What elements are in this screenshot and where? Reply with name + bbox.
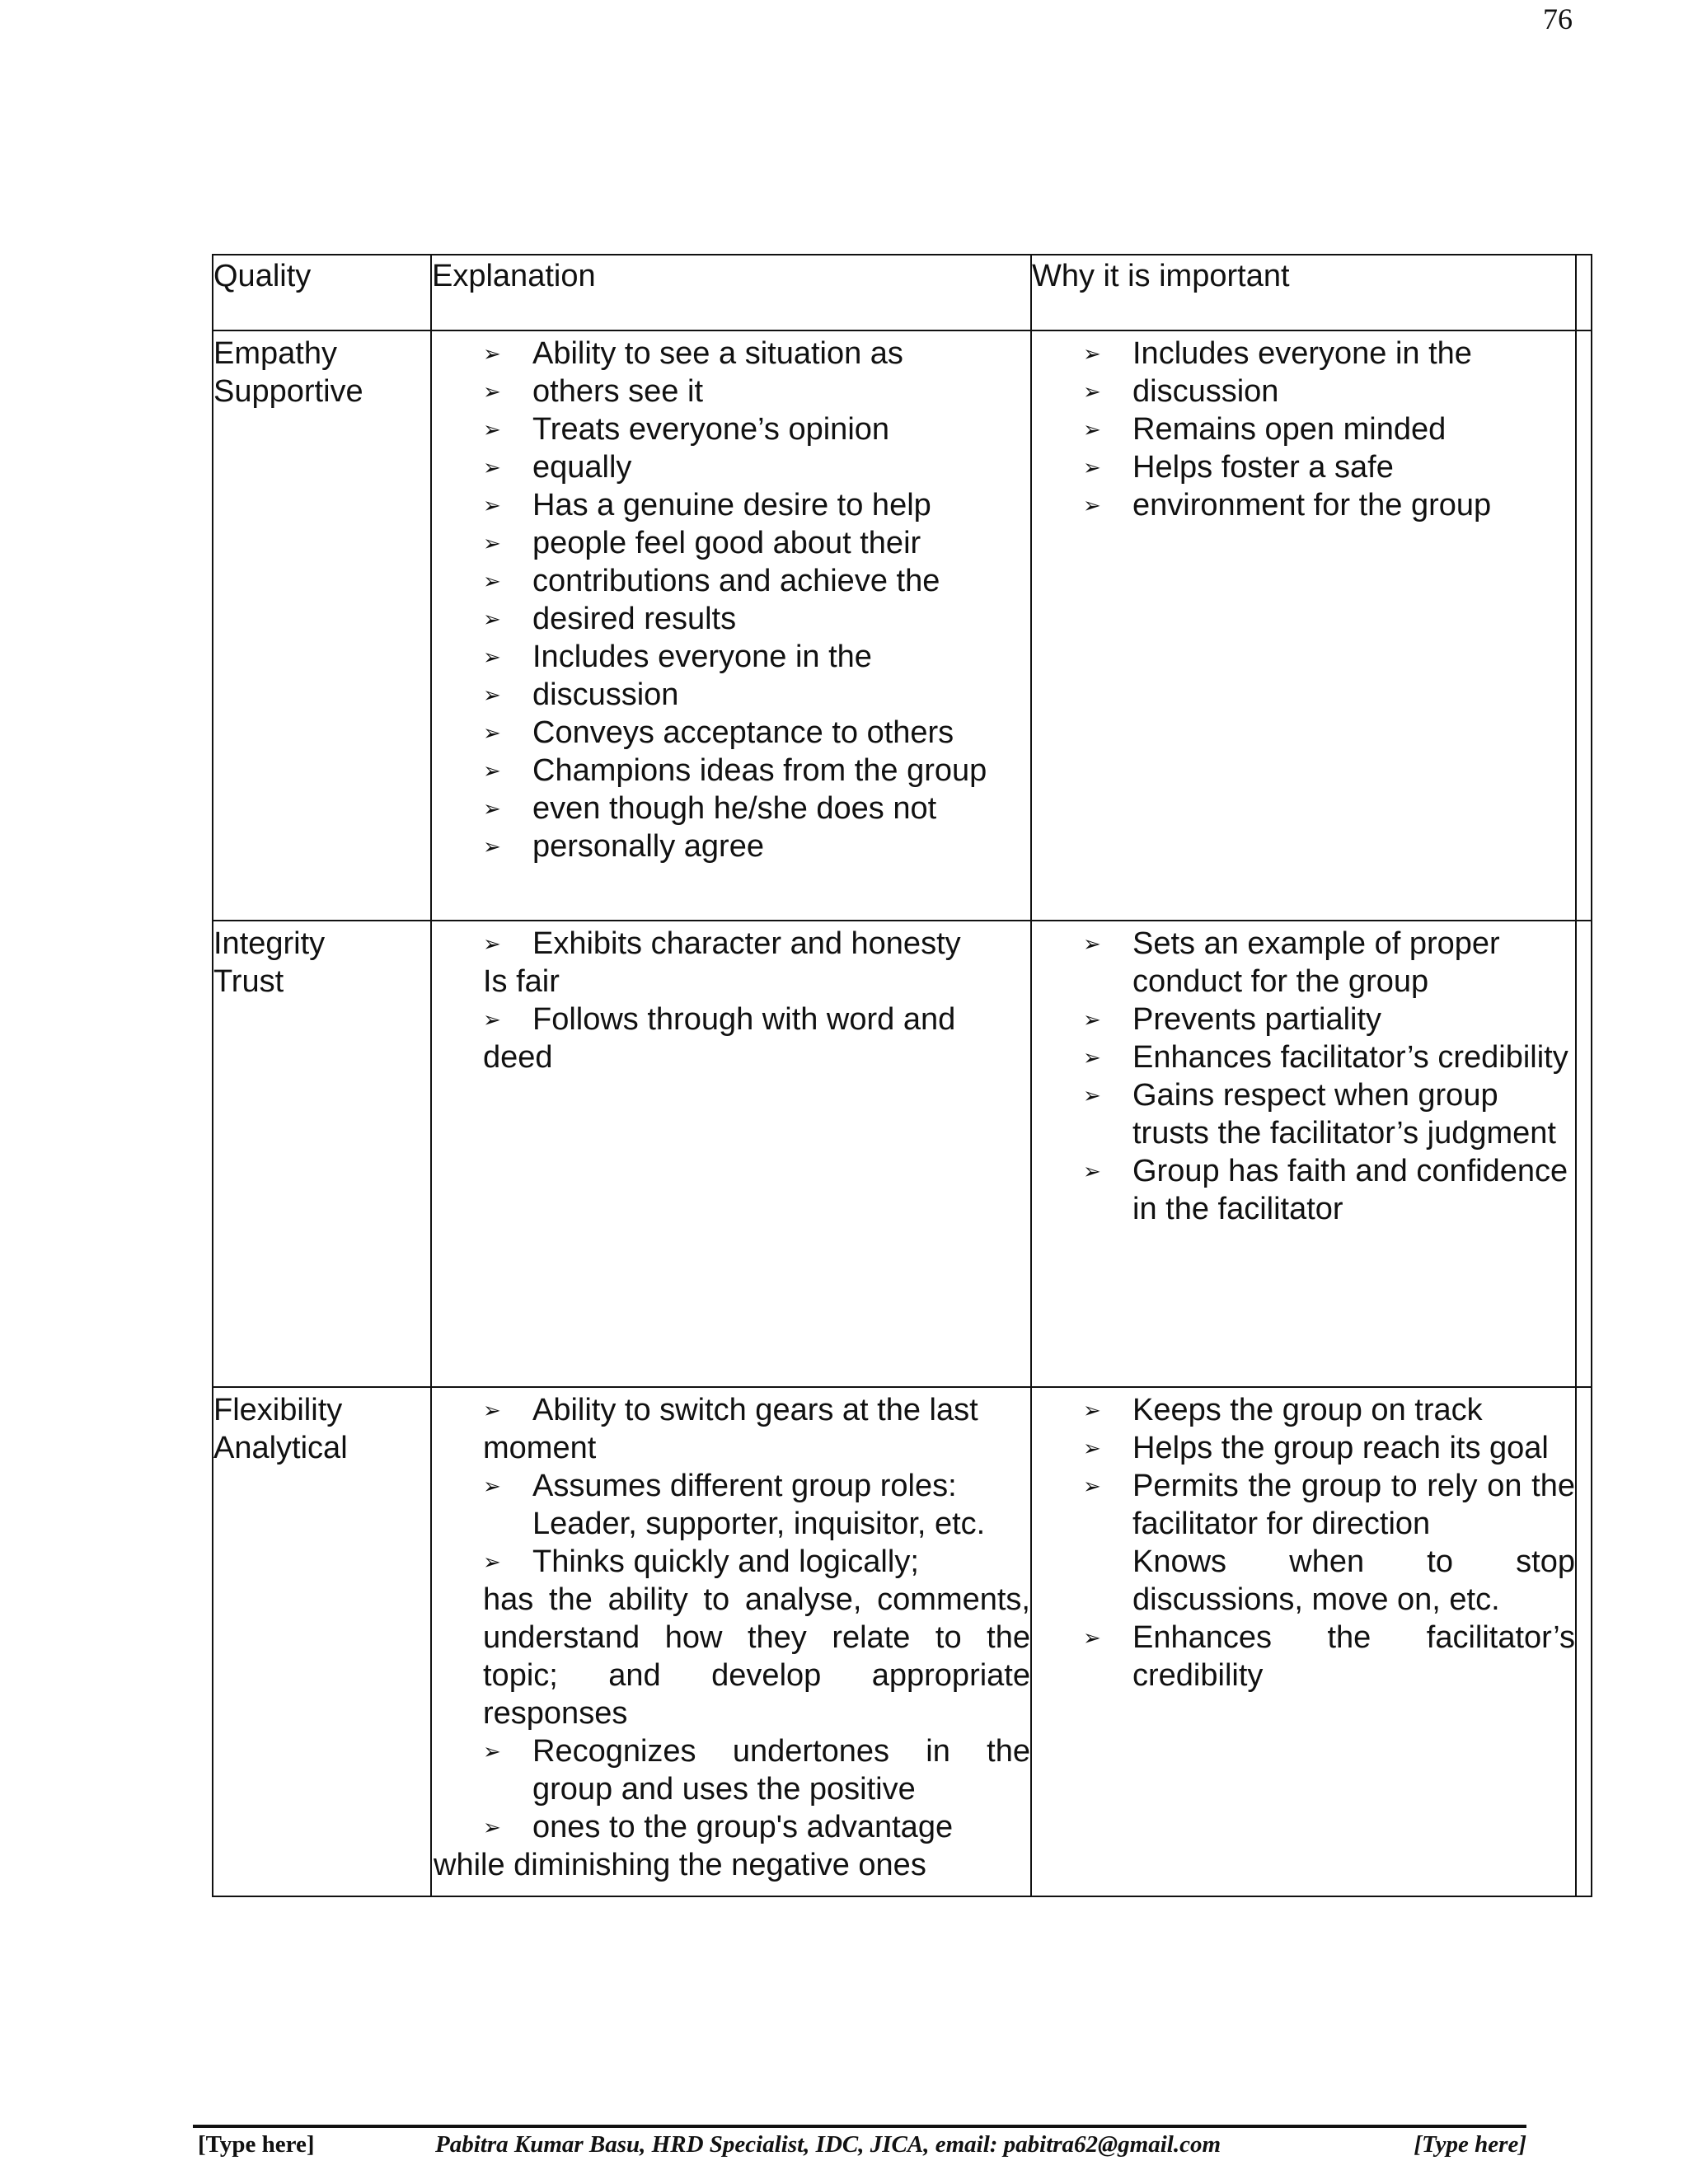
page-footer: [198, 2131, 1526, 2164]
list-item: ➢ contributions and achieve the: [483, 564, 940, 598]
quality-name: Supportive: [213, 374, 363, 409]
why-cell: [1031, 921, 1576, 1387]
explanation-list: [483, 1001, 1030, 1038]
page-number: 76: [1543, 2, 1573, 35]
table-header-row: [213, 255, 1592, 330]
list-item: ➢ discussion: [483, 677, 679, 712]
explanation-list: [483, 1391, 1030, 1429]
quality-name: Flexibility: [213, 1393, 343, 1427]
quality-name: Integrity: [213, 926, 326, 961]
explanation-cell: [431, 330, 1031, 921]
list-item: ➢ Includes everyone in the: [483, 640, 872, 674]
spacer-cell: [1576, 330, 1592, 921]
explanation-list: [483, 1467, 1030, 1581]
list-item: ➢ Thinks quickly and logically;: [483, 1544, 919, 1579]
arrowhead-bullet-icon: ➢: [1083, 1045, 1101, 1070]
list-item: ➢ Keeps the group on track: [1083, 1393, 1483, 1427]
arrowhead-bullet-icon: ➢: [483, 931, 501, 956]
arrowhead-bullet-icon: ➢: [1083, 1159, 1101, 1183]
arrowhead-bullet-icon: ➢: [483, 341, 501, 366]
list-item: ➢ Ability to see a situation as: [483, 336, 903, 371]
arrowhead-bullet-icon: ➢: [1083, 493, 1101, 518]
arrowhead-bullet-icon: ➢: [483, 531, 501, 555]
quality-cell: [213, 1387, 431, 1896]
arrowhead-bullet-icon: ➢: [483, 758, 501, 783]
explanation-cell: [431, 1387, 1031, 1896]
footer-author: Pabitra Kumar Basu, HRD Specialist, IDC, JICA, email: pabitra62@gmail.com: [435, 2131, 1221, 2158]
arrowhead-bullet-icon: ➢: [1083, 1625, 1101, 1650]
header-explanation: Explanation: [431, 255, 1031, 330]
explanation-text: deed: [483, 1040, 553, 1075]
quality-cell: [213, 921, 431, 1387]
explanation-list: [483, 1732, 1030, 1846]
explanation-text: while diminishing the negative ones: [434, 1848, 926, 1882]
arrowhead-bullet-icon: ➢: [483, 455, 501, 480]
arrowhead-bullet-icon: ➢: [483, 417, 501, 442]
why-text: Knows when to stop discussions, move on, etc.: [1132, 1544, 1575, 1617]
arrowhead-bullet-icon: ➢: [483, 644, 501, 669]
arrowhead-bullet-icon: ➢: [1083, 379, 1101, 404]
why-cell: [1031, 330, 1576, 921]
header-quality: Quality: [213, 255, 431, 330]
spacer-cell: [1576, 1387, 1592, 1896]
header-why-important: Why it is important: [1031, 255, 1576, 330]
explanation-text: moment: [483, 1431, 597, 1465]
arrowhead-bullet-icon: ➢: [483, 1549, 501, 1574]
arrowhead-bullet-icon: ➢: [483, 834, 501, 859]
arrowhead-bullet-icon: ➢: [483, 607, 501, 631]
arrowhead-bullet-icon: ➢: [483, 1398, 501, 1422]
list-item: ➢ equally: [483, 450, 632, 485]
table-row: [213, 330, 1592, 921]
arrowhead-bullet-icon: ➢: [483, 720, 501, 745]
list-item: ➢ Enhances facilitator’s credibility: [1083, 1040, 1568, 1075]
list-item: ➢ Permits the group to rely on the facilitator for direction: [1083, 1469, 1575, 1541]
list-item: ➢ Ability to switch gears at the last: [483, 1393, 978, 1427]
why-list: [1083, 1619, 1575, 1694]
list-item: ➢ others see it: [483, 374, 703, 409]
arrowhead-bullet-icon: ➢: [483, 1739, 501, 1764]
list-item: ➢ ones to the group's advantage: [483, 1810, 954, 1844]
arrowhead-bullet-icon: ➢: [1083, 455, 1101, 480]
list-item: ➢ Remains open minded: [1083, 412, 1447, 447]
arrowhead-bullet-icon: ➢: [1083, 341, 1101, 366]
list-item: ➢ Follows through with word and: [483, 1002, 956, 1037]
arrowhead-bullet-icon: ➢: [483, 569, 501, 593]
arrowhead-bullet-icon: ➢: [1083, 1474, 1101, 1498]
list-item: ➢ Helps foster a safe: [1083, 450, 1394, 485]
list-item: ➢ Has a genuine desire to help: [483, 488, 931, 523]
arrowhead-bullet-icon: ➢: [483, 379, 501, 404]
table-row: [213, 1387, 1592, 1896]
explanation-cell: [431, 921, 1031, 1387]
arrowhead-bullet-icon: ➢: [483, 1474, 501, 1498]
why-list: [1083, 335, 1575, 524]
explanation-list: [483, 925, 1030, 963]
list-item: ➢ Enhances the facilitator’s credibility: [1083, 1620, 1575, 1693]
list-item: ➢ Prevents partiality: [1083, 1002, 1382, 1037]
arrowhead-bullet-icon: ➢: [483, 1007, 501, 1032]
why-cell: [1031, 1387, 1576, 1896]
list-item: ➢ Gains respect when group trusts the facilitator’s judgment: [1083, 1078, 1556, 1151]
quality-name: Trust: [213, 964, 284, 999]
list-item: ➢ Includes everyone in the: [1083, 336, 1472, 371]
explanation-list: [483, 335, 1030, 865]
explanation-text: has the ability to analyse, comments, understand how they relate to the topic; and develop appropriate responses: [483, 1582, 1030, 1731]
quality-cell: [213, 330, 431, 921]
arrowhead-bullet-icon: ➢: [483, 493, 501, 518]
arrowhead-bullet-icon: ➢: [1083, 1398, 1101, 1422]
list-item: ➢ Treats everyone’s opinion: [483, 412, 890, 447]
list-item: ➢ desired results: [483, 602, 737, 636]
table-row: [213, 921, 1592, 1387]
arrowhead-bullet-icon: ➢: [1083, 417, 1101, 442]
explanation-text: Is fair: [483, 964, 560, 999]
spacer-cell: [1576, 921, 1592, 1387]
list-item: ➢ environment for the group: [1083, 488, 1492, 523]
arrowhead-bullet-icon: ➢: [1083, 1083, 1101, 1108]
why-list: [1083, 1391, 1575, 1543]
list-item: ➢ Sets an example of proper conduct for the group: [1083, 926, 1500, 999]
list-item: ➢ personally agree: [483, 829, 764, 864]
arrowhead-bullet-icon: ➢: [1083, 1007, 1101, 1032]
list-item: ➢ Exhibits character and honesty: [483, 926, 961, 961]
list-item: ➢ Helps the group reach its goal: [1083, 1431, 1549, 1465]
arrowhead-bullet-icon: ➢: [483, 1815, 501, 1840]
arrowhead-bullet-icon: ➢: [1083, 1436, 1101, 1460]
footer-right: [Type here]: [1414, 2131, 1526, 2158]
footer-rule: [193, 2125, 1526, 2128]
list-item: ➢ discussion: [1083, 374, 1279, 409]
list-item: ➢ Assumes different group roles: Leader, supporter, inquisitor, etc.: [483, 1469, 986, 1541]
quality-name: Empathy: [213, 336, 337, 371]
arrowhead-bullet-icon: ➢: [483, 796, 501, 821]
quality-name: Analytical: [213, 1431, 348, 1465]
qualities-table: [212, 254, 1592, 1897]
list-item: ➢ Conveys acceptance to others: [483, 715, 954, 750]
list-item: ➢ even though he/she does not: [483, 791, 937, 826]
arrowhead-bullet-icon: ➢: [1083, 931, 1101, 956]
list-item: ➢ Recognizes undertones in the group and uses the positive: [483, 1734, 1030, 1807]
list-item: ➢ people feel good about their: [483, 526, 921, 560]
list-item: ➢ Group has faith and confidence in the facilitator: [1083, 1154, 1568, 1226]
header-spacer: [1576, 255, 1592, 330]
list-item: ➢ Champions ideas from the group: [483, 753, 987, 788]
why-list: [1083, 925, 1575, 1228]
footer-left: [Type here]: [198, 2131, 315, 2158]
arrowhead-bullet-icon: ➢: [483, 682, 501, 707]
